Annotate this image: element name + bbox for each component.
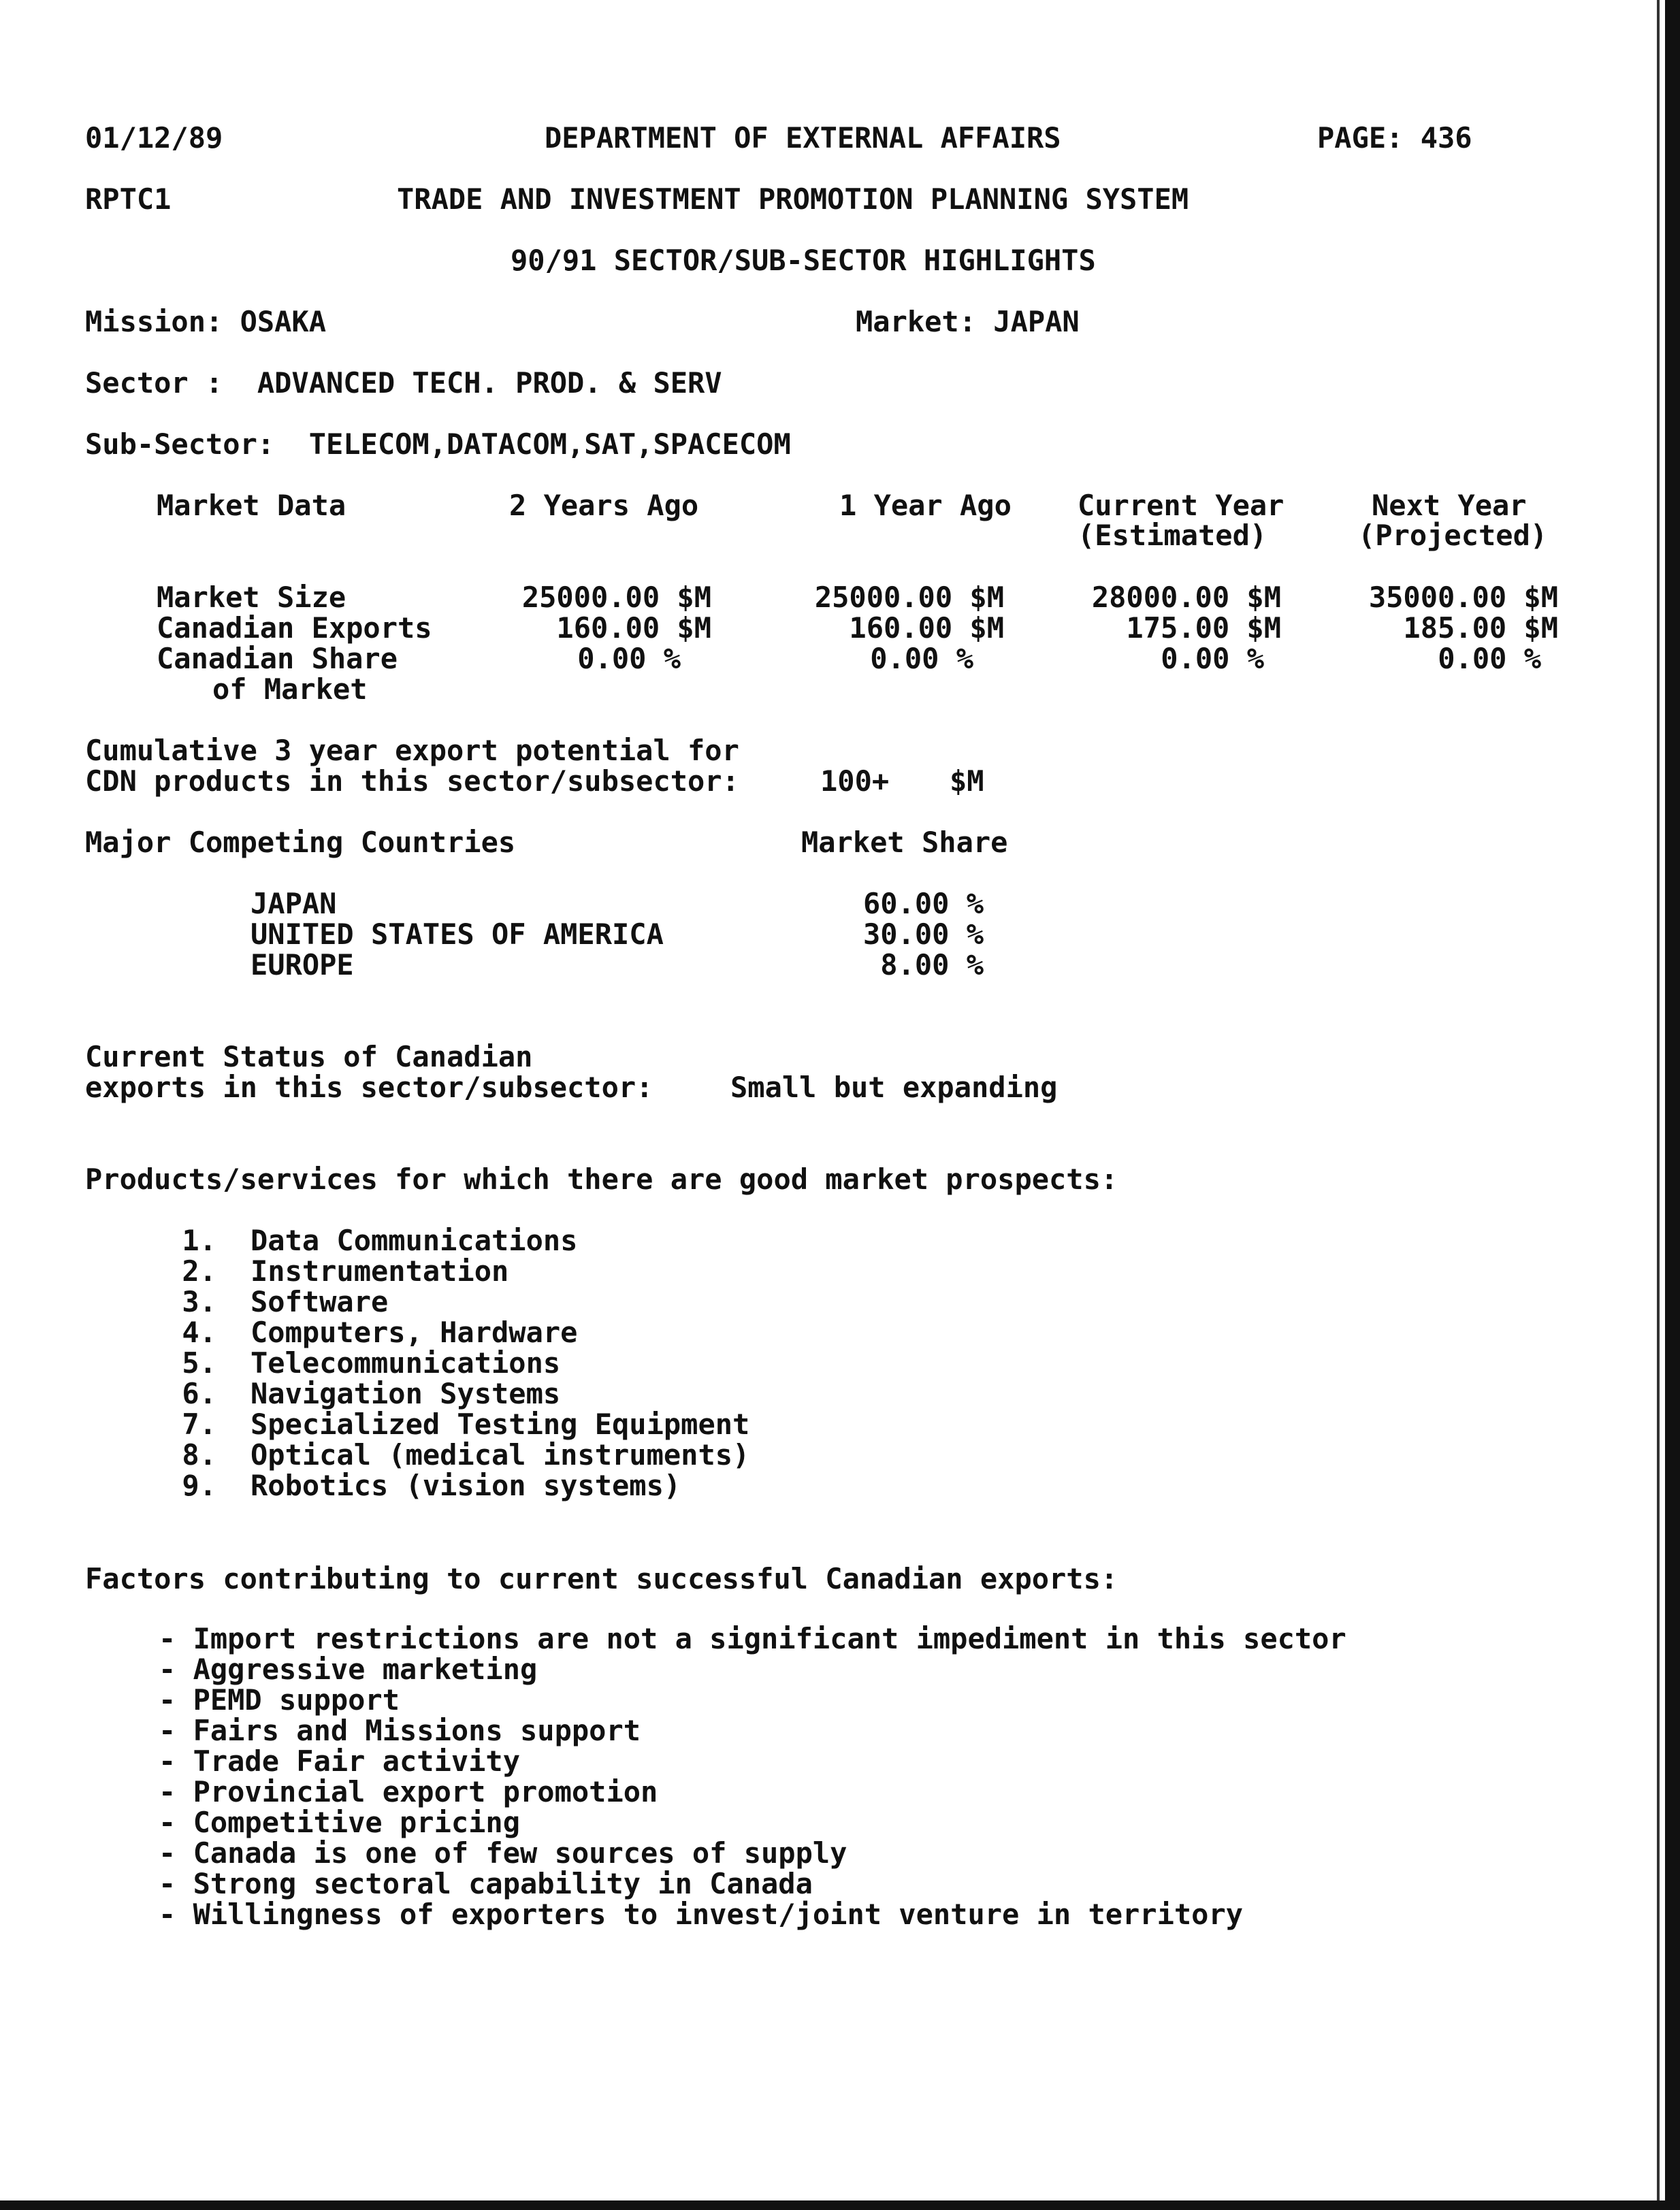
list-item: Computers, Hardware xyxy=(251,1316,578,1349)
table-header-label: Market Data xyxy=(157,489,346,522)
competitor-country: JAPAN xyxy=(251,887,337,920)
report-subtitle: 90/91 SECTOR/SUB-SECTOR HIGHLIGHTS xyxy=(511,244,1096,277)
department-title: DEPARTMENT OF EXTERNAL AFFAIRS xyxy=(545,121,1061,155)
competitor-country: UNITED STATES OF AMERICA xyxy=(251,917,664,951)
table-header-2-years-ago: 2 Years Ago xyxy=(509,489,699,522)
market-size-1y: 25000.00 $M xyxy=(814,581,1004,614)
share-next: 0.00 % xyxy=(1438,642,1541,675)
market-size-2y: 25000.00 $M xyxy=(521,581,711,614)
factor-item: - Willingness of exporters to invest/joint venture in territory xyxy=(159,1898,1244,1931)
row-label-canadian-share: Canadian Share xyxy=(157,642,398,675)
export-potential-line1: Cumulative 3 year export potential for xyxy=(85,734,739,767)
table-header-projected: (Projected) xyxy=(1358,519,1548,552)
list-number: 5. xyxy=(182,1346,216,1380)
factor-item: - PEMD support xyxy=(159,1683,400,1717)
competitor-share: 30.00 % xyxy=(862,917,984,951)
list-item: Specialized Testing Equipment xyxy=(251,1408,750,1441)
factor-item: - Trade Fair activity xyxy=(159,1744,521,1778)
factors-heading: Factors contributing to current successful Canadian exports: xyxy=(85,1562,1118,1595)
row-label-of-market: of Market xyxy=(212,672,368,706)
list-number: 8. xyxy=(182,1438,216,1472)
factor-item: - Import restrictions are not a significant impediment in this sector xyxy=(159,1622,1346,1655)
table-header-1-year-ago: 1 Year Ago xyxy=(839,489,1012,522)
share-1y: 0.00 % xyxy=(870,642,973,675)
exports-current: 175.00 $M xyxy=(1126,611,1281,645)
factor-item: - Canada is one of few sources of supply xyxy=(159,1836,847,1870)
table-header-current-year: Current Year xyxy=(1078,489,1285,522)
list-number: 7. xyxy=(182,1408,216,1441)
status-line1: Current Status of Canadian xyxy=(85,1040,533,1073)
page-number: PAGE: 436 xyxy=(1317,121,1472,155)
scan-edge-right xyxy=(1665,0,1680,2210)
market-label: Market: JAPAN xyxy=(856,305,1080,338)
competitor-country: EUROPE xyxy=(251,948,354,981)
table-header-next-year: Next Year xyxy=(1372,489,1527,522)
mission-label: Mission: OSAKA xyxy=(85,305,327,338)
list-item: Software xyxy=(251,1285,389,1318)
status-line2: exports in this sector/subsector: xyxy=(85,1071,653,1104)
list-number: 9. xyxy=(182,1469,216,1502)
table-header-estimated: (Estimated) xyxy=(1078,519,1267,552)
list-item: Optical (medical instruments) xyxy=(251,1438,750,1472)
list-number: 1. xyxy=(182,1224,216,1257)
list-number: 3. xyxy=(182,1285,216,1318)
list-number: 6. xyxy=(182,1377,216,1410)
subsector-label: Sub-Sector: TELECOM,DATACOM,SAT,SPACECOM xyxy=(85,427,791,461)
market-share-header: Market Share xyxy=(801,826,1008,859)
list-item: Robotics (vision systems) xyxy=(251,1469,681,1502)
scan-edge-bottom xyxy=(0,2200,1680,2210)
share-current: 0.00 % xyxy=(1161,642,1264,675)
products-heading: Products/services for which there are good market prospects: xyxy=(85,1163,1118,1196)
export-potential-line2: CDN products in this sector/subsector: xyxy=(85,764,739,798)
factor-item: - Strong sectoral capability in Canada xyxy=(159,1867,813,1900)
export-potential-unit: $M xyxy=(950,764,984,798)
competitor-share: 60.00 % xyxy=(862,887,984,920)
market-size-current: 28000.00 $M xyxy=(1091,581,1281,614)
factor-item: - Competitive pricing xyxy=(159,1806,521,1839)
list-number: 2. xyxy=(182,1254,216,1288)
report-date: 01/12/89 xyxy=(85,121,223,155)
market-size-next: 35000.00 $M xyxy=(1368,581,1558,614)
list-item: Data Communications xyxy=(251,1224,578,1257)
report-code: RPTC1 xyxy=(85,182,172,216)
list-item: Navigation Systems xyxy=(251,1377,561,1410)
exports-2y: 160.00 $M xyxy=(556,611,711,645)
exports-next: 185.00 $M xyxy=(1403,611,1558,645)
row-label-canadian-exports: Canadian Exports xyxy=(157,611,432,645)
export-potential-value: 100+ xyxy=(820,764,890,798)
system-title: TRADE AND INVESTMENT PROMOTION PLANNING SYSTEM xyxy=(397,182,1189,216)
row-label-market-size: Market Size xyxy=(157,581,346,614)
list-number: 4. xyxy=(182,1316,216,1349)
factor-item: - Provincial export promotion xyxy=(159,1775,658,1808)
factor-item: - Fairs and Missions support xyxy=(159,1714,641,1747)
scan-edge-line xyxy=(1657,0,1660,2210)
exports-1y: 160.00 $M xyxy=(849,611,1004,645)
status-value: Small but expanding xyxy=(730,1071,1058,1104)
sector-label: Sector : ADVANCED TECH. PROD. & SERV xyxy=(85,366,722,400)
share-2y: 0.00 % xyxy=(577,642,681,675)
competitors-header: Major Competing Countries xyxy=(85,826,516,859)
list-item: Instrumentation xyxy=(251,1254,509,1288)
list-item: Telecommunications xyxy=(251,1346,561,1380)
factor-item: - Aggressive marketing xyxy=(159,1653,538,1686)
competitor-share: 8.00 % xyxy=(880,948,984,981)
